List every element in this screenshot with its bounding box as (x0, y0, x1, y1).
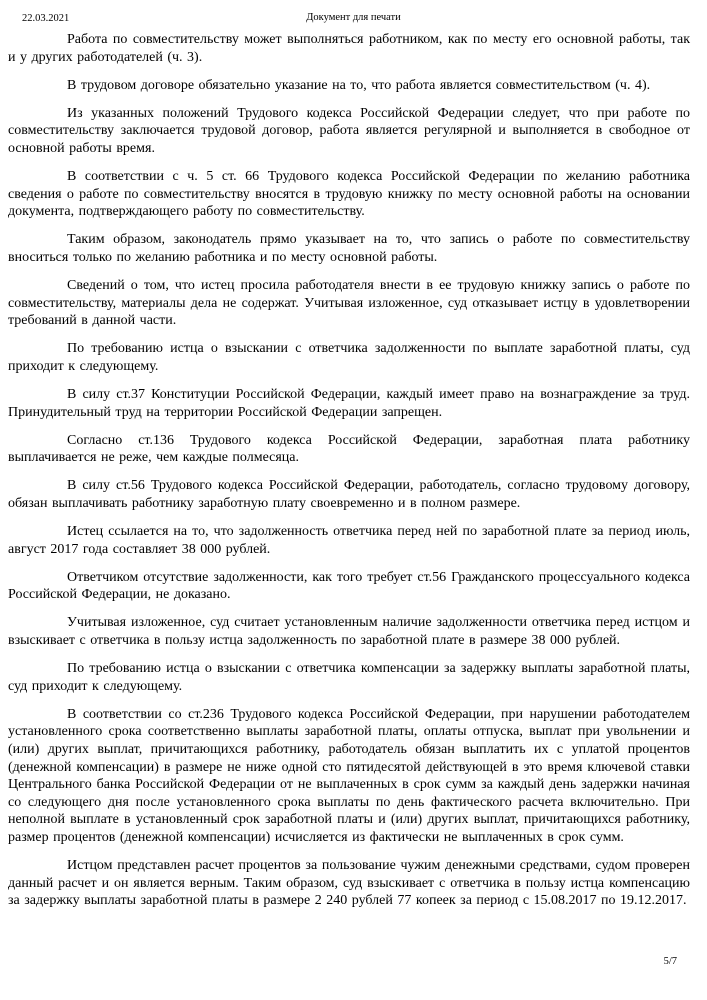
paragraph: По требованию истца о взыскании с ответчика компенсации за задержку выплаты заработной платы, суд приходит к следующему. (8, 661, 690, 694)
paragraph: Истец ссылается на то, что задолженность ответчика перед ней по заработной плате за период июль, август 2017 года составляет 38 000 рублей. (8, 524, 690, 557)
paragraph: В трудовом договоре обязательно указание на то, что работа является совместительством (ч. 4). (67, 77, 651, 93)
paragraph: В соответствии с ч. 5 ст. 66 Трудового кодекса Российской Федерации по желанию работника сведения о работе по совместительству вносятся в трудовую книжку по месту основной работы на основании документа, подтверждающего работу по совместительству. (8, 169, 690, 220)
paragraph: В силу ст.37 Конституции Российской Федерации, каждый имеет право на вознаграждение за труд. Принудительный труд на территории Российской Федерации запрещен. (8, 387, 690, 420)
print-header (0, 12, 707, 26)
paragraph: Сведений о том, что истец просила работодателя внести в ее трудовую книжку запись о работе по совместительству, материалы дела не содержат. Учитывая изложенное, суд отказывает истцу в удовлетворении требований в данной части. (8, 278, 690, 329)
paragraph: Работа по совместительству может выполняться работником, как по месту его основной работы, так и у других работодателей (ч. 3). (8, 32, 690, 65)
paragraph: Учитывая изложенное, суд считает установленным наличие задолженности ответчика перед истцом и взыскивает с ответчика в пользу истца задолженность по заработной плате в размере 38 000 рублей. (8, 615, 690, 649)
paragraph: В силу ст.56 Трудового кодекса Российской Федерации, работодатель, согласно трудовому договору, обязан выплачивать работнику заработную плату своевременно и в полном размере. (8, 478, 690, 511)
paragraph: В соответствии со ст.236 Трудового кодекса Российской Федерации, при нарушении работодателем установленного срока соответственно выплаты заработной платы, оплаты отпуска, выплат при увольнении и (или) других выплат, причитающихся работнику, работодатель обязан выплатить их с уплатой процентов (денежной компенсации) в размере не ниже одной сто пятидесятой действующей в это время ключевой ставки Центрального банка Российской Федерации от не выплаченных в срок сумм за каждый день задержки начиная со следующего дня после установленного срока выплаты по день фактического расчета включительно. При неполной выплате в установленный срок заработной платы и (или) других выплат, причитающихся работнику, размер процентов (денежной компенсации) исчисляется из фактически не выплаченных в срок сумм. (8, 706, 690, 845)
print-date: 22.03.2021 (22, 13, 70, 24)
document-title: Документ для печати (306, 12, 401, 23)
paragraph: Истцом представлен расчет процентов за пользование чужим денежными средствами, судом проверен данный расчет и он является верным. Таким образом, суд взыскивает с ответчика в пользу истца компенсацию за задержку выплаты заработной платы в размере 2 240 рублей 77 копеек за период с 15.08.2017 по 19.12.2017. (8, 858, 690, 909)
paragraph: По требованию истца о взыскании с ответчика задолженности по выплате заработной платы, суд приходит к следующему. (8, 341, 690, 374)
paragraph: Таким образом, законодатель прямо указывает на то, что запись о работе по совместительству вноситься только по желанию работника и по месту основной работы. (8, 232, 690, 265)
paragraph: Согласно ст.136 Трудового кодекса Российской Федерации, заработная плата работнику выплачивается не реже, чем каждые полмесяца. (8, 432, 690, 466)
paragraph: Из указанных положений Трудового кодекса Российской Федерации следует, что при работе по совместительству заключается трудовой договор, работа является регулярной и выполняется в свободное от основной работы время. (8, 105, 690, 156)
page-number: 5/7 (663, 956, 677, 967)
print-footer (664, 956, 677, 968)
paragraph: Ответчиком отсутствие задолженности, как того требует ст.56 Гражданского процессуального кодекса Российской Федерации, не доказано. (8, 569, 690, 603)
document-body (8, 31, 690, 920)
